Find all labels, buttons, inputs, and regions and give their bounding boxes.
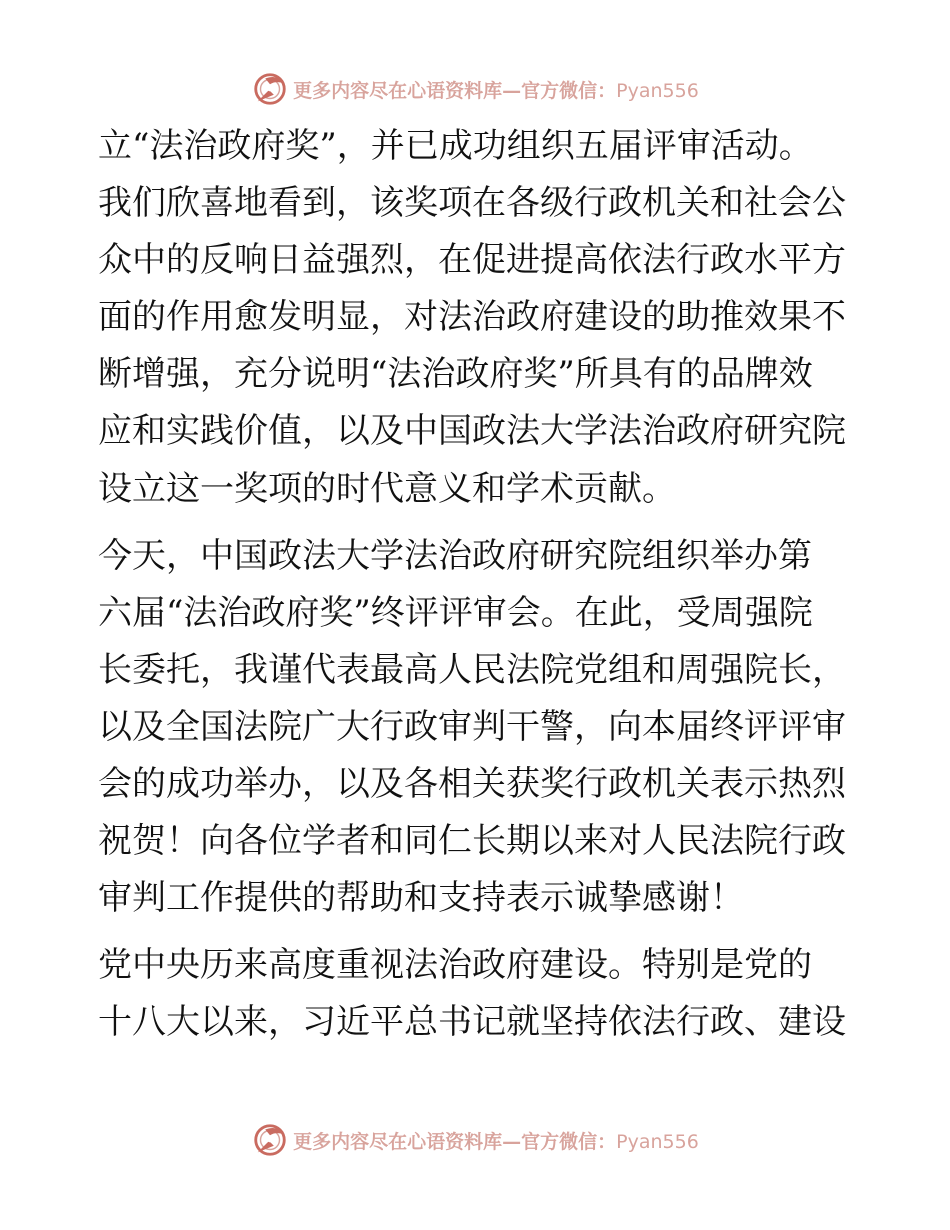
watermark-text-cn: 更多内容尽在心语资料库—官方微信：: [293, 79, 617, 102]
text-line: 六届“法治政府奖”终评评审会。在此，受周强院: [98, 592, 813, 633]
text-line: 党中央历来高度重视法治政府建设。特别是党的: [98, 945, 812, 986]
watermark-header: [0, 69, 950, 109]
text-line: 我们欣喜地看到，该奖项在各级行政机关和社会公: [98, 183, 846, 224]
text-line: 应和实践价值，以及中国政法大学法治政府研究院: [98, 411, 846, 452]
text-line: 长委托，我谨代表最高人民法院党组和周强院长，: [98, 649, 846, 690]
text-line: 断增强，充分说明“法治政府奖”所具有的品牌效: [98, 354, 813, 395]
paragraph: [98, 118, 858, 518]
text-line: 设立这一奖项的时代意义和学术贡献。: [98, 468, 676, 509]
watermark-wechat-id: Pyan556: [616, 79, 699, 102]
text-line: 今天，中国政法大学法治政府研究院组织举办第: [98, 535, 812, 576]
brand-logo-icon: [251, 1121, 289, 1159]
watermark-text-cn: 更多内容尽在心语资料库—官方微信：: [293, 1130, 617, 1153]
text-line: 以及全国法院广大行政审判干警，向本届终评评审: [98, 706, 846, 747]
text-line: 立“法治政府奖”，并已成功组织五届评审活动。: [98, 126, 813, 166]
watermark-wechat-id: Pyan556: [616, 1130, 699, 1153]
text-line: 审判工作提供的帮助和支持表示诚挚感谢！: [98, 878, 744, 919]
paragraph: [98, 528, 858, 928]
text-line: 十八大以来，习近平总书记就坚持依法行政、建设: [98, 1002, 846, 1043]
text-line: 会的成功举办，以及各相关获奖行政机关表示热烈: [98, 764, 846, 805]
paragraph: [98, 937, 858, 1051]
document-body: [98, 118, 858, 1052]
text-line: 祝贺！向各位学者和同仁长期以来对人民法院行政: [98, 821, 846, 862]
text-line: 众中的反响日益强烈，在促进提高依法行政水平方: [98, 240, 846, 281]
watermark-footer: [0, 1120, 950, 1160]
brand-logo-icon: [251, 70, 289, 108]
watermark-label: [293, 76, 699, 103]
text-line: 面的作用愈发明显，对法治政府建设的助推效果不: [98, 297, 846, 338]
watermark-label: [293, 1127, 699, 1154]
